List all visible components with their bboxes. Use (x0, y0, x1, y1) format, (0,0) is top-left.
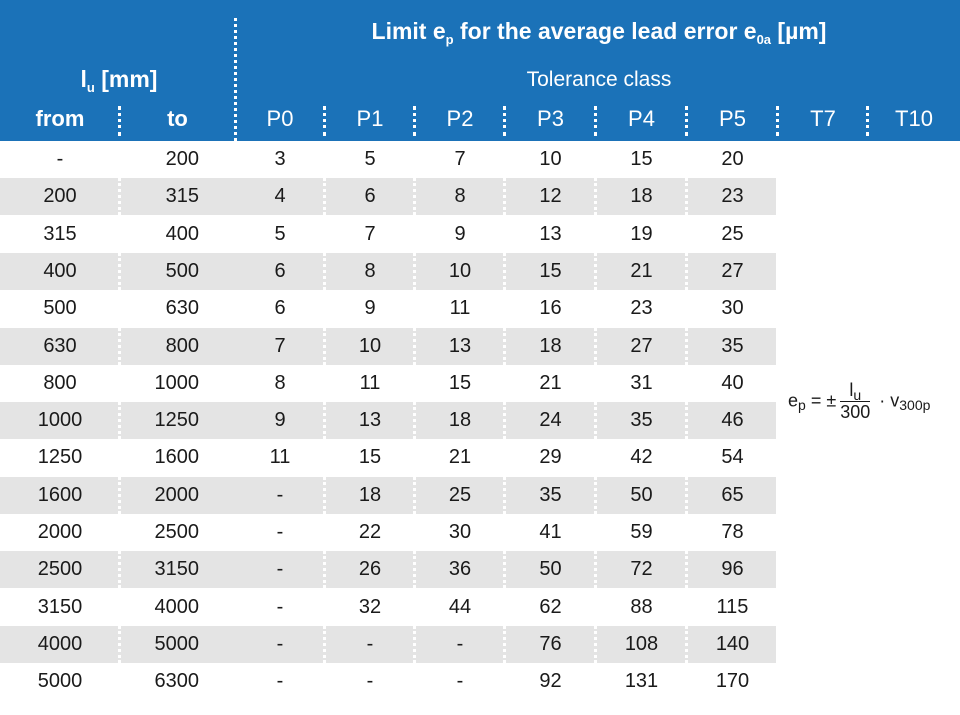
table-cell: 44 (448, 595, 472, 618)
cell-divider (594, 402, 597, 439)
table-cell: 50 (630, 483, 653, 506)
table-cell: 35 (721, 334, 744, 357)
table-row (0, 328, 960, 365)
cell-divider (685, 477, 688, 514)
cell-divider (594, 328, 597, 365)
table-cell: 315 (43, 222, 77, 245)
table-cell: 13 (448, 334, 472, 357)
table-cell: 115 (716, 595, 749, 618)
table-cell: 200 (165, 148, 199, 170)
table-cell: 7 (274, 334, 286, 357)
table-cell: 315 (165, 185, 199, 208)
table-cell: 2500 (37, 558, 83, 581)
table-cell: 7 (364, 222, 376, 245)
cell-divider (685, 402, 688, 439)
table-cell: 42 (630, 446, 653, 469)
cell-divider (685, 626, 688, 663)
table-cell: 96 (721, 558, 744, 581)
table-cell: 9 (454, 222, 466, 245)
column-header: T7 (810, 106, 836, 131)
table-cell: 11 (269, 446, 291, 469)
table-cell: - (276, 558, 284, 581)
table-cell: 1000 (37, 409, 83, 432)
table-cell: 630 (165, 297, 199, 320)
cell-divider (503, 551, 506, 588)
table-cell: 5 (364, 148, 376, 170)
table-cell: 15 (630, 148, 653, 170)
table-cell: 11 (359, 371, 381, 394)
table-header (0, 0, 960, 141)
table-cell: 11 (449, 297, 471, 320)
table-cell: 27 (630, 334, 653, 357)
table-cell: 15 (448, 371, 472, 394)
table-cell: 2000 (37, 521, 83, 543)
column-header: P5 (719, 106, 746, 131)
cell-divider (118, 626, 121, 663)
table-cell: 92 (539, 670, 562, 693)
table-cell: 13 (358, 409, 382, 432)
table-cell: 9 (274, 409, 286, 432)
cell-divider (503, 253, 506, 290)
table-row (0, 439, 960, 476)
table-cell: 5000 (37, 670, 83, 693)
table-cell: 25 (721, 222, 744, 245)
cell-divider (413, 551, 416, 588)
table-cell: 400 (165, 222, 199, 245)
cell-divider (594, 477, 597, 514)
table-cell: 6 (274, 259, 286, 282)
table-row (0, 253, 960, 290)
table-cell: 400 (43, 259, 77, 282)
table-cell: 5 (274, 222, 286, 245)
table-cell: 800 (43, 371, 77, 394)
cell-divider (118, 178, 121, 215)
table-cell: 29 (539, 446, 562, 469)
table-cell: 62 (539, 595, 562, 618)
table-cell: 10 (358, 334, 382, 357)
table-cell: 27 (721, 259, 744, 282)
table-cell: - (456, 670, 464, 693)
cell-divider (503, 178, 506, 215)
table-cell: 13 (539, 222, 562, 245)
cell-divider (323, 178, 326, 215)
cell-divider (323, 402, 326, 439)
cell-divider (413, 477, 416, 514)
table-cell: 40 (721, 371, 744, 394)
cell-divider (413, 178, 416, 215)
cell-divider (118, 551, 121, 588)
table-title: Limit $e_p$ for the average lead error $e_{0a}$ [µm] (371, 18, 827, 47)
tolerance-class-label: Tolerance class (526, 68, 672, 91)
cell-divider (413, 402, 416, 439)
lu-label: $l_u$ [mm] (80, 66, 158, 95)
table-cell: 1600 (37, 483, 83, 506)
column-divider (866, 106, 869, 136)
table-cell: 2500 (154, 521, 199, 543)
table-cell: 46 (721, 409, 744, 432)
table-cell: 18 (539, 334, 562, 357)
table-cell: 10 (539, 148, 562, 170)
table-cell: 21 (539, 371, 562, 394)
cell-divider (503, 328, 506, 365)
table-cell: 65 (721, 483, 744, 506)
column-header: P3 (537, 106, 564, 131)
table-cell: 88 (630, 595, 653, 618)
table-cell: 170 (715, 670, 750, 693)
table-row (0, 178, 960, 215)
table-cell: 4 (274, 185, 286, 208)
table-cell: 30 (721, 297, 744, 320)
table-cell: 31 (630, 371, 653, 394)
table-cell: 1250 (154, 409, 199, 432)
table-cell: 10 (448, 259, 472, 282)
cell-divider (323, 477, 326, 514)
table-cell: 3150 (37, 595, 83, 618)
table-cell: 12 (539, 185, 562, 208)
column-header: T10 (895, 106, 933, 131)
table-cell: 36 (448, 558, 472, 581)
table-row (0, 514, 960, 551)
table-cell: 76 (539, 632, 562, 655)
column-divider (118, 106, 121, 136)
table-cell: 8 (274, 371, 286, 394)
table-cell: 108 (624, 632, 659, 655)
cell-divider (503, 402, 506, 439)
column-header: from (35, 106, 85, 131)
cell-divider (685, 253, 688, 290)
table-cell: - (276, 595, 284, 618)
cell-divider (685, 551, 688, 588)
table-cell: 140 (715, 632, 750, 655)
table-cell: - (276, 521, 284, 543)
table-cell: - (276, 632, 284, 655)
table-cell: 18 (448, 409, 472, 432)
table-cell: 23 (721, 185, 744, 208)
table-row (0, 477, 960, 514)
table-cell: 6 (364, 185, 376, 208)
table-cell: 21 (630, 259, 653, 282)
table-cell: 4000 (154, 595, 199, 618)
table-row (0, 626, 960, 663)
table-cell: 200 (43, 185, 77, 208)
table-cell: 500 (43, 297, 77, 320)
table-cell: 6 (274, 297, 286, 320)
table-cell: 41 (539, 521, 562, 543)
table-row (0, 663, 960, 700)
table-cell: 6300 (154, 670, 199, 693)
table-row (0, 216, 960, 253)
table-cell: 3 (274, 148, 286, 170)
formula: $e_p$ = ± $\frac{l_u}{300}$ · $v_{300p}$ (788, 380, 931, 422)
cell-divider (413, 328, 416, 365)
table-row (0, 141, 960, 178)
cell-divider (503, 626, 506, 663)
cell-divider (413, 626, 416, 663)
cell-divider (323, 551, 326, 588)
table-row (0, 589, 960, 626)
cell-divider (118, 477, 121, 514)
table-cell: 5000 (154, 632, 199, 655)
table-cell: 18 (358, 483, 382, 506)
table-cell: 8 (454, 185, 466, 208)
cell-divider (685, 178, 688, 215)
formula-fraction: $\frac{l_u}{300}$ (840, 380, 871, 422)
cell-divider (323, 626, 326, 663)
table-cell: 50 (539, 558, 562, 581)
column-divider (503, 106, 506, 136)
table-cell: 59 (630, 521, 653, 543)
table-cell: - (276, 670, 284, 693)
column-header: P1 (356, 106, 384, 131)
cell-divider (323, 253, 326, 290)
table-cell: 8 (364, 259, 376, 282)
table-cell: 54 (721, 446, 744, 469)
table-cell: 3150 (154, 558, 199, 581)
column-header: P4 (628, 106, 655, 131)
table-cell: 1600 (154, 446, 199, 469)
table-cell: 2000 (154, 483, 199, 506)
column-header: to (167, 106, 188, 131)
column-header: P0 (266, 106, 294, 131)
cell-divider (323, 328, 326, 365)
table-cell: - (366, 670, 374, 693)
cell-divider (594, 178, 597, 215)
table-cell: 32 (358, 595, 382, 618)
table-cell: 35 (539, 483, 562, 506)
table-cell: 800 (165, 334, 199, 357)
table-cell: 22 (358, 521, 382, 543)
table-cell: - (366, 632, 374, 655)
table-cell: - (56, 148, 64, 170)
table-cell: 9 (364, 297, 376, 320)
cell-divider (118, 328, 121, 365)
table-cell: 78 (721, 521, 744, 543)
table-cell: 15 (539, 259, 562, 282)
column-divider (685, 106, 688, 136)
table-cell: 4000 (37, 632, 83, 655)
column-divider (594, 106, 597, 136)
table-cell: 25 (448, 483, 472, 506)
table-cell: 72 (630, 558, 653, 581)
table-cell: 20 (721, 148, 744, 170)
column-header: P2 (446, 106, 474, 131)
cell-divider (503, 477, 506, 514)
cell-divider (594, 551, 597, 588)
table-cell: 630 (43, 334, 77, 357)
table-row (0, 551, 960, 588)
column-divider (413, 106, 416, 136)
table-cell: 19 (630, 222, 653, 245)
table-cell: 1250 (37, 446, 83, 469)
table-cell: 23 (630, 297, 653, 320)
cell-divider (685, 328, 688, 365)
table-cell: 18 (630, 185, 653, 208)
cell-divider (594, 626, 597, 663)
table-cell: 131 (624, 670, 659, 693)
table-cell: 30 (448, 521, 472, 543)
table-cell: 26 (358, 558, 382, 581)
cell-divider (413, 253, 416, 290)
table-cell: 24 (539, 409, 562, 432)
column-divider (776, 106, 779, 136)
cell-divider (594, 253, 597, 290)
cell-divider (118, 402, 121, 439)
table-cell: 16 (539, 297, 562, 320)
table-cell: 21 (448, 446, 472, 469)
table-cell: 35 (630, 409, 653, 432)
table-cell: - (456, 632, 464, 655)
table-cell: 7 (454, 148, 466, 170)
table-cell: 1000 (154, 371, 199, 394)
cell-divider (118, 253, 121, 290)
table-cell: 15 (358, 446, 382, 469)
table-cell: - (276, 483, 284, 506)
column-divider (323, 106, 326, 136)
table-row (0, 290, 960, 327)
table-cell: 500 (165, 259, 199, 282)
